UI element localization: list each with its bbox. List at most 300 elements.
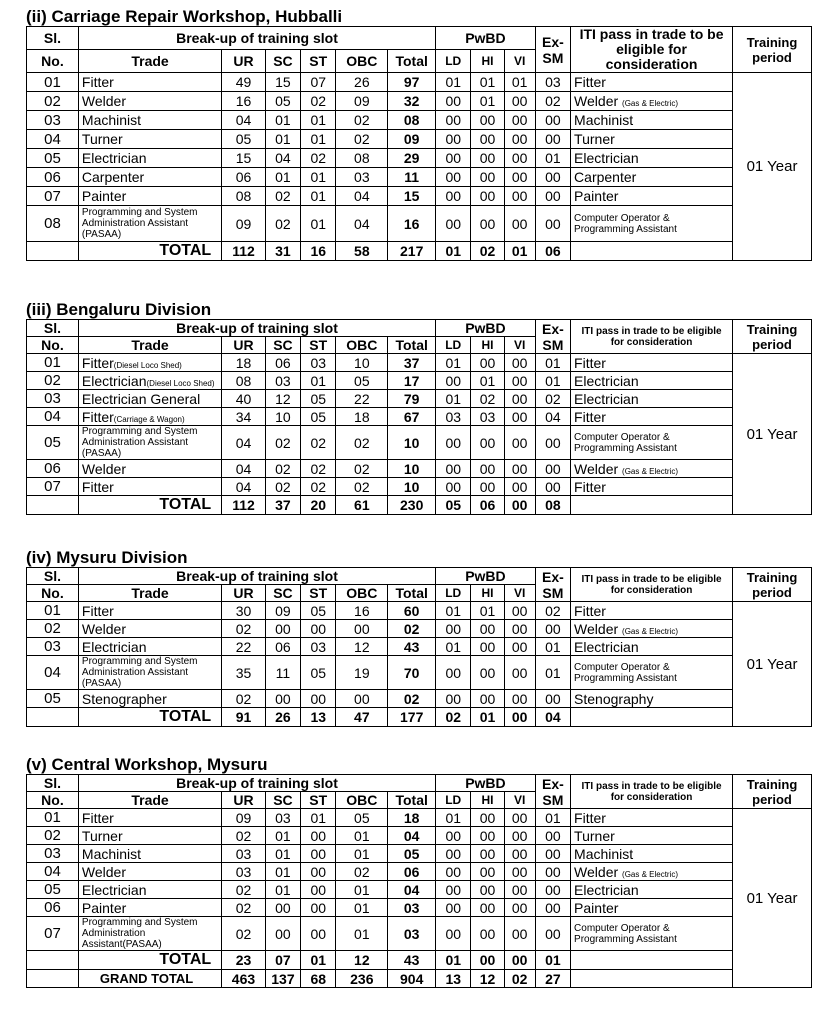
hi-cell: 00 xyxy=(471,111,504,130)
ld-cell: 00 xyxy=(436,620,471,638)
vi-header: VI xyxy=(504,337,535,354)
vi-cell: 00 xyxy=(504,372,535,390)
total-cell: 97 xyxy=(388,73,436,92)
sl2-header: No. xyxy=(27,50,79,73)
sl-cell: 01 xyxy=(27,354,79,372)
table-row xyxy=(27,354,812,372)
table-row xyxy=(27,845,812,863)
total-cell: 18 xyxy=(388,809,436,827)
ur-cell: 34 xyxy=(222,408,266,426)
ld-header: LD xyxy=(436,585,471,602)
ur-cell: 04 xyxy=(222,426,266,460)
sl-cell: 03 xyxy=(27,638,79,656)
section-bengaluru xyxy=(26,301,812,515)
period-header: Training period xyxy=(733,775,812,809)
st-cell: 20 xyxy=(301,496,336,515)
table-row xyxy=(27,690,812,708)
st-cell: 02 xyxy=(301,426,336,460)
ld-cell: 00 xyxy=(436,426,471,460)
obc-cell: 19 xyxy=(336,656,388,690)
ld-cell: 00 xyxy=(436,111,471,130)
table-row xyxy=(27,408,812,426)
trade-cell xyxy=(78,149,221,168)
exsm-cell: 00 xyxy=(535,845,570,863)
hi-cell: 00 xyxy=(471,130,504,149)
trade-cell xyxy=(78,408,221,426)
hi-cell: 00 xyxy=(471,899,504,917)
iti-header: ITI pass in trade to be eligible for consideration xyxy=(571,568,733,602)
ld-cell: 01 xyxy=(436,390,471,408)
obc-cell: 01 xyxy=(336,881,388,899)
hi-cell: 01 xyxy=(471,602,504,620)
iti-cell xyxy=(571,951,733,970)
iti-note: (Gas & Electric) xyxy=(622,466,679,476)
ur-cell: 02 xyxy=(222,690,266,708)
sc-cell: 01 xyxy=(265,863,300,881)
vi-cell: 00 xyxy=(504,951,535,970)
obc-cell: 18 xyxy=(336,408,388,426)
st-cell: 02 xyxy=(301,460,336,478)
exsm-cell: 04 xyxy=(535,408,570,426)
vi-cell: 00 xyxy=(504,899,535,917)
vi-cell: 00 xyxy=(504,168,535,187)
sc-cell: 01 xyxy=(265,130,300,149)
trade-cell xyxy=(78,602,221,620)
ld-cell: 01 xyxy=(436,809,471,827)
obc-cell: 58 xyxy=(336,242,388,261)
vi-cell: 00 xyxy=(504,708,535,727)
sc-cell: 01 xyxy=(265,881,300,899)
sl-cell: 07 xyxy=(27,478,79,496)
iti-cell xyxy=(571,390,733,408)
hi-cell: 00 xyxy=(471,863,504,881)
header-row xyxy=(27,568,812,585)
total-cell: 02 xyxy=(388,620,436,638)
ld-cell: 03 xyxy=(436,408,471,426)
sc-cell: 00 xyxy=(265,620,300,638)
sl2-header: No. xyxy=(27,337,79,354)
section-mysuru-division xyxy=(26,549,812,727)
obc-cell: 02 xyxy=(336,111,388,130)
exsm-cell: 00 xyxy=(535,460,570,478)
ld-header: LD xyxy=(436,337,471,354)
trade-note: (Carriage & Wagon) xyxy=(113,414,185,424)
table-row xyxy=(27,478,812,496)
total-cell: 04 xyxy=(388,881,436,899)
exsm-header xyxy=(535,27,570,73)
sc-header: SC xyxy=(265,337,300,354)
ld-header: LD xyxy=(436,50,471,73)
obc-cell: 04 xyxy=(336,206,388,242)
ld-cell: 00 xyxy=(436,168,471,187)
trade-note: (Diesel Loco Shed) xyxy=(146,378,215,388)
total-cell: 217 xyxy=(388,242,436,261)
total-row xyxy=(27,242,812,261)
hi-cell: 00 xyxy=(471,917,504,951)
iti-name: Fitter xyxy=(574,602,606,619)
total-cell: 29 xyxy=(388,149,436,168)
total-cell: 32 xyxy=(388,92,436,111)
st-cell: 68 xyxy=(301,970,336,988)
vi-header: VI xyxy=(504,792,535,809)
sl-cell: 04 xyxy=(27,408,79,426)
sc-cell: 11 xyxy=(265,656,300,690)
ur-cell: 04 xyxy=(222,478,266,496)
exsm-cell: 01 xyxy=(535,951,570,970)
st-cell: 01 xyxy=(301,372,336,390)
obc-cell: 16 xyxy=(336,602,388,620)
sc-cell: 37 xyxy=(265,496,300,515)
obc-cell: 02 xyxy=(336,130,388,149)
vi-cell: 00 xyxy=(504,690,535,708)
st-header: ST xyxy=(301,337,336,354)
trade-name: Stenographer xyxy=(81,690,167,707)
exsm-cell: 00 xyxy=(535,426,570,460)
ld-cell: 00 xyxy=(436,863,471,881)
obc-cell: 03 xyxy=(336,168,388,187)
sl-cell: 07 xyxy=(27,187,79,206)
table-row xyxy=(27,92,812,111)
table-row xyxy=(27,863,812,881)
trade-cell xyxy=(78,354,221,372)
total-cell: 60 xyxy=(388,602,436,620)
st-header: ST xyxy=(301,50,336,73)
st-cell: 02 xyxy=(301,92,336,111)
table-row xyxy=(27,899,812,917)
obc-cell: 01 xyxy=(336,917,388,951)
iti-name: Fitter xyxy=(574,74,606,90)
ur-header: UR xyxy=(222,50,266,73)
trade-cell xyxy=(78,638,221,656)
training-slot-table xyxy=(26,774,812,988)
trade-name: Turner xyxy=(81,131,123,147)
table-row xyxy=(27,187,812,206)
table-row xyxy=(27,917,812,951)
iti-cell xyxy=(571,496,733,515)
vi-cell: 01 xyxy=(504,73,535,92)
total-cell: 37 xyxy=(388,354,436,372)
exsm-cell: 00 xyxy=(535,863,570,881)
ur-cell: 09 xyxy=(222,809,266,827)
hi-cell: 00 xyxy=(471,690,504,708)
sl-cell: 04 xyxy=(27,130,79,149)
period-header: Training period xyxy=(733,320,812,354)
total-header: Total xyxy=(388,585,436,602)
st-cell: 16 xyxy=(301,242,336,261)
sl-cell: 02 xyxy=(27,827,79,845)
st-cell: 01 xyxy=(301,111,336,130)
ur-cell: 18 xyxy=(222,354,266,372)
ld-cell: 00 xyxy=(436,656,471,690)
iti-cell xyxy=(571,881,733,899)
training-slot-table xyxy=(26,567,812,727)
exsm-cell: 00 xyxy=(535,206,570,242)
hi-cell: 00 xyxy=(471,620,504,638)
total-cell: 79 xyxy=(388,390,436,408)
vi-cell: 00 xyxy=(504,827,535,845)
sl-cell xyxy=(27,951,79,970)
iti-cell xyxy=(571,845,733,863)
sl-cell: 06 xyxy=(27,168,79,187)
exsm-header-line1: Ex- xyxy=(542,568,564,585)
pwbd-header: PwBD xyxy=(436,775,536,792)
sl-cell: 06 xyxy=(27,899,79,917)
obc-cell: 00 xyxy=(336,690,388,708)
total-cell: 10 xyxy=(388,426,436,460)
section-title: (v) Central Workshop, Mysuru xyxy=(26,755,268,774)
training-slot-table xyxy=(26,26,812,261)
ld-cell: 00 xyxy=(436,372,471,390)
total-cell: 08 xyxy=(388,111,436,130)
iti-cell xyxy=(571,149,733,168)
ld-cell: 00 xyxy=(436,187,471,206)
iti-name: Electrician xyxy=(574,881,639,898)
ur-cell: 08 xyxy=(222,187,266,206)
exsm-cell: 03 xyxy=(535,73,570,92)
hi-cell: 00 xyxy=(471,354,504,372)
sc-cell: 05 xyxy=(265,92,300,111)
sl-cell: 01 xyxy=(27,73,79,92)
trade-name: Welder xyxy=(81,93,126,109)
ur-cell: 112 xyxy=(222,496,266,515)
vi-cell: 00 xyxy=(504,845,535,863)
iti-name: Stenography xyxy=(574,690,654,707)
sc-cell: 06 xyxy=(265,354,300,372)
section-title: (iii) Bengaluru Division xyxy=(26,300,212,319)
exsm-header-line2: SM xyxy=(542,49,564,66)
hi-cell: 06 xyxy=(471,496,504,515)
sl-cell xyxy=(27,496,79,515)
st-cell: 05 xyxy=(301,656,336,690)
trade-cell xyxy=(78,187,221,206)
obc-cell: 04 xyxy=(336,187,388,206)
trade-cell xyxy=(78,92,221,111)
exsm-header-line1: Ex- xyxy=(542,775,564,792)
total-cell: 230 xyxy=(388,496,436,515)
iti-cell xyxy=(571,656,733,690)
ur-cell: 04 xyxy=(222,460,266,478)
table-row xyxy=(27,620,812,638)
iti-name: Computer Operator & Programming Assistant xyxy=(574,431,677,454)
total-header: Total xyxy=(388,50,436,73)
iti-cell xyxy=(571,92,733,111)
trade-name: Programming and System Administration Assistant(PASAA) xyxy=(81,917,198,950)
obc-cell: 01 xyxy=(336,899,388,917)
ld-cell: 13 xyxy=(436,970,471,988)
sl-cell: 04 xyxy=(27,656,79,690)
iti-name: Machinist xyxy=(574,845,634,862)
breakup-header: Break-up of training slot xyxy=(78,775,435,792)
table-row xyxy=(27,656,812,690)
iti-cell xyxy=(571,917,733,951)
vi-cell: 00 xyxy=(504,426,535,460)
iti-note: (Gas & Electric) xyxy=(622,99,679,108)
vi-header: VI xyxy=(504,50,535,73)
exsm-cell: 00 xyxy=(535,827,570,845)
obc-cell: 26 xyxy=(336,73,388,92)
total-cell: 10 xyxy=(388,460,436,478)
ur-cell: 35 xyxy=(222,656,266,690)
table-row xyxy=(27,130,812,149)
vi-cell: 02 xyxy=(504,970,535,988)
sl-cell: 04 xyxy=(27,863,79,881)
exsm-cell: 00 xyxy=(535,130,570,149)
hi-cell: 00 xyxy=(471,656,504,690)
ld-cell: 02 xyxy=(436,708,471,727)
total-cell: 11 xyxy=(388,168,436,187)
obc-cell: 02 xyxy=(336,863,388,881)
exsm-cell: 00 xyxy=(535,620,570,638)
iti-note: (Gas & Electric) xyxy=(622,626,679,636)
ld-cell: 00 xyxy=(436,881,471,899)
exsm-cell: 01 xyxy=(535,809,570,827)
st-cell: 00 xyxy=(301,845,336,863)
sl-cell: 08 xyxy=(27,206,79,242)
vi-cell: 00 xyxy=(504,620,535,638)
trade-name: Welder xyxy=(81,620,126,637)
sl-cell xyxy=(27,970,79,988)
hi-cell: 00 xyxy=(471,149,504,168)
total-label: TOTAL xyxy=(78,496,221,515)
trade-name: Machinist xyxy=(81,112,142,128)
exsm-cell: 00 xyxy=(535,187,570,206)
total-cell: 06 xyxy=(388,863,436,881)
training-slot-table xyxy=(26,319,812,515)
vi-cell: 00 xyxy=(504,638,535,656)
exsm-cell: 02 xyxy=(535,92,570,111)
trade-name: Carpenter xyxy=(81,169,145,185)
ur-cell: 30 xyxy=(222,602,266,620)
st-cell: 01 xyxy=(301,951,336,970)
ur-cell: 08 xyxy=(222,372,266,390)
iti-name: Computer Operator & Programming Assistant xyxy=(574,661,677,684)
iti-cell xyxy=(571,242,733,261)
hi-header: HI xyxy=(471,585,504,602)
st-cell: 01 xyxy=(301,809,336,827)
hi-cell: 00 xyxy=(471,951,504,970)
obc-cell: 22 xyxy=(336,390,388,408)
exsm-cell: 00 xyxy=(535,917,570,951)
sl-header xyxy=(27,775,79,792)
iti-cell xyxy=(571,408,733,426)
sl-header-text: Sl. xyxy=(43,30,62,46)
trade-cell xyxy=(78,478,221,496)
sl-cell: 05 xyxy=(27,149,79,168)
iti-cell xyxy=(571,690,733,708)
trade-name: Welder xyxy=(81,863,126,880)
trade-name: Welder xyxy=(81,460,126,477)
total-cell: 43 xyxy=(388,638,436,656)
iti-name: Welder xyxy=(574,620,619,637)
sc-cell: 00 xyxy=(265,899,300,917)
total-cell: 05 xyxy=(388,845,436,863)
hi-cell: 01 xyxy=(471,372,504,390)
sc-cell: 31 xyxy=(265,242,300,261)
trade-name: Programming and System Administration Assistant (PASAA) xyxy=(81,656,198,689)
sc-header: SC xyxy=(265,792,300,809)
exsm-cell: 02 xyxy=(535,390,570,408)
trade-name: Fitter xyxy=(81,74,114,90)
hi-cell: 00 xyxy=(471,827,504,845)
total-cell: 09 xyxy=(388,130,436,149)
ld-cell: 01 xyxy=(436,951,471,970)
hi-header: HI xyxy=(471,50,504,73)
sc-cell: 03 xyxy=(265,809,300,827)
sc-cell: 01 xyxy=(265,111,300,130)
sl-cell xyxy=(27,708,79,727)
iti-name: Computer Operator & Programming Assistant xyxy=(574,212,677,235)
vi-cell: 00 xyxy=(504,478,535,496)
obc-cell: 00 xyxy=(336,620,388,638)
obc-cell: 12 xyxy=(336,951,388,970)
exsm-cell: 01 xyxy=(535,638,570,656)
total-cell: 02 xyxy=(388,690,436,708)
sl-header-text: Sl. xyxy=(43,320,62,336)
table-row xyxy=(27,460,812,478)
table-row xyxy=(27,111,812,130)
obc-cell: 08 xyxy=(336,149,388,168)
table-row xyxy=(27,168,812,187)
trade-note: (Diesel Loco Shed) xyxy=(113,360,182,370)
iti-header: ITI pass in trade to be eligible for consideration xyxy=(571,320,733,354)
ur-cell: 16 xyxy=(222,92,266,111)
iti-cell xyxy=(571,168,733,187)
iti-cell xyxy=(571,638,733,656)
total-cell: 03 xyxy=(388,917,436,951)
trade-header: Trade xyxy=(78,337,221,354)
ur-cell: 23 xyxy=(222,951,266,970)
hi-cell: 01 xyxy=(471,708,504,727)
ld-cell: 00 xyxy=(436,130,471,149)
total-cell: 17 xyxy=(388,372,436,390)
exsm-cell: 04 xyxy=(535,708,570,727)
iti-name: Painter xyxy=(574,899,619,916)
st-cell: 05 xyxy=(301,408,336,426)
sl-header xyxy=(27,568,79,585)
obc-cell: 05 xyxy=(336,809,388,827)
section-title: (ii) Carriage Repair Workshop, Hubballi xyxy=(26,7,343,26)
table-row xyxy=(27,881,812,899)
trade-name: Painter xyxy=(81,188,127,204)
vi-cell: 00 xyxy=(504,111,535,130)
exsm-cell: 02 xyxy=(535,602,570,620)
header-row xyxy=(27,775,812,792)
ur-cell: 03 xyxy=(222,845,266,863)
sl-cell: 01 xyxy=(27,602,79,620)
exsm-cell: 00 xyxy=(535,899,570,917)
vi-cell: 00 xyxy=(504,92,535,111)
trade-cell xyxy=(78,620,221,638)
total-cell: 70 xyxy=(388,656,436,690)
trade-cell xyxy=(78,168,221,187)
sc-cell: 00 xyxy=(265,917,300,951)
grand-total-label: GRAND TOTAL xyxy=(78,970,221,988)
hi-cell: 00 xyxy=(471,845,504,863)
st-cell: 13 xyxy=(301,708,336,727)
total-cell: 67 xyxy=(388,408,436,426)
total-row xyxy=(27,708,812,727)
obc-cell: 05 xyxy=(336,372,388,390)
header-row xyxy=(27,27,812,50)
trade-cell xyxy=(78,690,221,708)
iti-cell xyxy=(571,970,733,988)
breakup-header: Break-up of training slot xyxy=(78,568,435,585)
vi-cell: 00 xyxy=(504,354,535,372)
exsm-header xyxy=(535,775,570,809)
obc-cell: 02 xyxy=(336,478,388,496)
iti-cell xyxy=(571,130,733,149)
trade-cell xyxy=(78,809,221,827)
